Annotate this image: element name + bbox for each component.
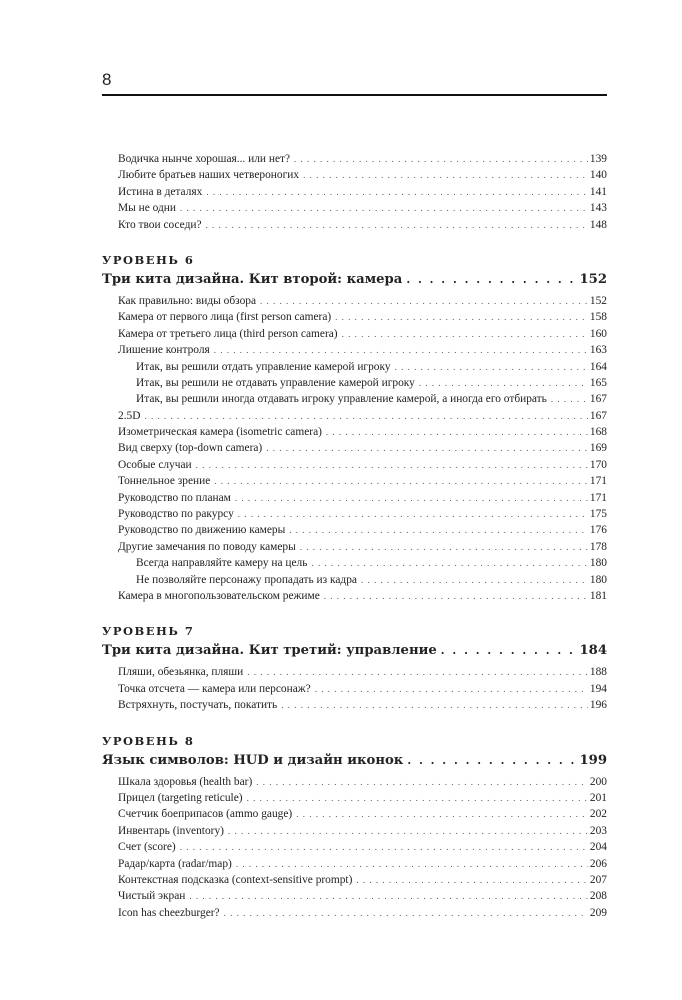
toc-entry[interactable] [102, 697, 607, 713]
toc-entry[interactable] [102, 905, 607, 921]
toc-entry[interactable] [102, 473, 607, 489]
entry-title: Итак, вы решили иногда отдавать игроку управление камерой, а иногда его отбирать [136, 393, 547, 406]
entry-title: Вид сверху (top-down camera) [118, 442, 263, 455]
entry-title: Мы не одни [118, 202, 176, 215]
dot-leader [180, 200, 588, 216]
dot-leader [247, 790, 588, 806]
entry-page: 152 [589, 294, 607, 307]
toc-entry[interactable] [102, 823, 607, 839]
table-of-contents [102, 151, 607, 921]
dot-leader [256, 774, 588, 790]
dot-leader [224, 905, 588, 921]
dot-leader [236, 856, 588, 872]
entry-title: Особые случаи [118, 458, 192, 471]
dot-leader [214, 473, 588, 489]
toc-entry[interactable] [102, 217, 607, 233]
toc-subentry[interactable] [102, 375, 607, 391]
toc-entry[interactable] [102, 151, 607, 167]
toc-entry[interactable] [102, 872, 607, 888]
dot-leader [395, 359, 588, 375]
dot-leader [326, 424, 588, 440]
dot-leader [206, 217, 588, 233]
entry-page: 196 [589, 699, 607, 712]
entry-title: Всегда направляйте камеру на цель [136, 557, 308, 570]
dot-leader [260, 293, 588, 309]
toc-entry[interactable] [102, 408, 607, 424]
level-title-text: Три кита дизайна. Кит третий: управление [102, 643, 437, 659]
level-title-text: Язык символов: HUD и дизайн иконок [102, 752, 404, 768]
entry-page: 165 [589, 376, 607, 389]
level-title[interactable] [102, 640, 607, 662]
entry-page: 180 [589, 573, 607, 586]
entry-page: 164 [589, 360, 607, 373]
dot-leader [189, 888, 588, 904]
entry-title: Чистый экран [118, 890, 186, 903]
toc-entry[interactable] [102, 506, 607, 522]
entry-title: Руководство по движению камеры [118, 524, 286, 537]
entry-page: 180 [589, 557, 607, 570]
entry-page: 143 [589, 202, 607, 215]
toc-subentry[interactable] [102, 391, 607, 407]
toc-subentry[interactable] [102, 359, 607, 375]
dot-leader [303, 167, 588, 183]
dot-leader [335, 309, 588, 325]
toc-entry[interactable] [102, 457, 607, 473]
entry-page: 171 [589, 475, 607, 488]
toc-subentry[interactable] [102, 555, 607, 571]
entry-page: 140 [589, 169, 607, 182]
entry-page: 181 [589, 589, 607, 602]
entry-title: Другие замечания по поводу камеры [118, 540, 296, 553]
dot-leader [407, 750, 575, 772]
dot-leader [300, 539, 588, 555]
entry-page: 169 [589, 442, 607, 455]
dot-leader [144, 408, 587, 424]
toc-entry[interactable] [102, 200, 607, 216]
entry-page: 163 [589, 344, 607, 357]
dot-leader [206, 184, 588, 200]
intro-entries [102, 151, 607, 233]
toc-entry[interactable] [102, 888, 607, 904]
dot-leader [294, 151, 588, 167]
entry-page: 208 [589, 890, 607, 903]
dot-leader [324, 588, 588, 604]
entry-page: 207 [589, 873, 607, 886]
toc-entry[interactable] [102, 790, 607, 806]
entry-title: Руководство по ракурсу [118, 508, 234, 521]
level-page: 152 [579, 271, 607, 287]
entry-page: 168 [589, 426, 607, 439]
toc-entry[interactable] [102, 326, 607, 342]
entry-page: 204 [589, 841, 607, 854]
entry-title: Руководство по планам [118, 491, 231, 504]
toc-entry[interactable] [102, 424, 607, 440]
level-8-section [102, 732, 607, 922]
level-label: УРОВЕНЬ 7 [102, 624, 195, 639]
entry-page: 158 [589, 311, 607, 324]
entry-title: Радар/карта (radar/map) [118, 857, 232, 870]
dot-leader [180, 839, 588, 855]
entry-page: 141 [589, 185, 607, 198]
entry-page: 160 [589, 327, 607, 340]
entry-page: 203 [589, 824, 607, 837]
entry-page: 178 [589, 540, 607, 553]
toc-entry[interactable] [102, 309, 607, 325]
toc-entry[interactable] [102, 539, 607, 555]
dot-leader [441, 640, 576, 662]
toc-entry[interactable] [102, 806, 607, 822]
entry-page: 209 [589, 906, 607, 919]
entry-page: 175 [589, 508, 607, 521]
entry-page: 202 [589, 808, 607, 821]
page-number: 8 [102, 70, 112, 89]
toc-entry[interactable] [102, 167, 607, 183]
level-page: 199 [579, 752, 607, 768]
dot-leader [342, 326, 588, 342]
dot-leader [296, 806, 588, 822]
entry-title: Счетчик боеприпасов (ammo gauge) [118, 808, 293, 821]
entry-title: Icon has cheezburger? [118, 906, 220, 919]
entry-page: 148 [589, 218, 607, 231]
entry-title: Камера от третьего лица (third person camera) [118, 327, 338, 340]
dot-leader [289, 522, 588, 538]
dot-leader [419, 375, 588, 391]
entry-title: Счет (score) [118, 841, 176, 854]
entry-page: 194 [589, 682, 607, 695]
toc-entry[interactable] [102, 681, 607, 697]
level-title[interactable] [102, 269, 607, 291]
level-page: 184 [579, 643, 607, 659]
toc-entry[interactable] [102, 440, 607, 456]
dot-leader [406, 269, 575, 291]
dot-leader [228, 823, 588, 839]
entry-page: 200 [589, 775, 607, 788]
dot-leader [361, 572, 588, 588]
dot-leader [266, 440, 588, 456]
entry-page: 176 [589, 524, 607, 537]
entry-title: Любите братьев наших четвероногих [118, 169, 300, 182]
toc-entry[interactable] [102, 774, 607, 790]
entry-page: 167 [589, 393, 607, 406]
entry-title: Пляши, обезьянка, пляши [118, 666, 244, 679]
toc-entry[interactable] [102, 184, 607, 200]
toc-entry[interactable] [102, 664, 607, 680]
entry-title: Встряхнуть, постучать, покатить [118, 699, 278, 712]
toc-entry[interactable] [102, 522, 607, 538]
entry-page: 201 [589, 791, 607, 804]
entry-title: Лишение контроля [118, 344, 210, 357]
dot-leader [315, 681, 588, 697]
entry-page: 167 [589, 409, 607, 422]
dot-leader [356, 872, 588, 888]
dot-leader [235, 490, 588, 506]
entry-page: 170 [589, 458, 607, 471]
level-title-text: Три кита дизайна. Кит второй: камера [102, 271, 403, 287]
dot-leader [551, 391, 588, 407]
level-label: УРОВЕНЬ 8 [102, 733, 195, 748]
dot-leader [281, 697, 588, 713]
entry-title: Не позволяйте персонажу пропадать из кадра [136, 573, 357, 586]
entry-title: Изометрическая камера (isometric camera) [118, 426, 322, 439]
entry-title: Камера от первого лица (first person camera) [118, 311, 332, 324]
entry-title: Камера в многопользовательском режиме [118, 589, 320, 602]
toc-subentry[interactable] [102, 572, 607, 588]
header-rule [102, 94, 607, 96]
toc-entry[interactable] [102, 342, 607, 358]
toc-entry[interactable] [102, 588, 607, 604]
entry-title: Итак, вы решили не отдавать управление камерой игроку [136, 376, 415, 389]
entry-title: Кто твои соседи? [118, 218, 202, 231]
entry-title: Инвентарь (inventory) [118, 824, 224, 837]
entry-page: 206 [589, 857, 607, 870]
level-label: УРОВЕНЬ 6 [102, 252, 195, 267]
dot-leader [196, 457, 588, 473]
entry-title: Истина в деталях [118, 185, 203, 198]
dot-leader [311, 555, 587, 571]
toc-entry[interactable] [102, 839, 607, 855]
entry-page: 139 [589, 153, 607, 165]
level-title[interactable] [102, 750, 607, 772]
toc-entry[interactable] [102, 293, 607, 309]
entry-page: 171 [589, 491, 607, 504]
toc-entry[interactable] [102, 490, 607, 506]
entry-title: Контекстная подсказка (context-sensitive prompt) [118, 873, 353, 886]
toc-entry[interactable] [102, 856, 607, 872]
entry-page: 188 [589, 666, 607, 679]
entry-title: Водичка нынче хорошая... или нет? [118, 153, 291, 165]
level-7-section [102, 622, 607, 713]
level-6-section [102, 251, 607, 604]
dot-leader [238, 506, 588, 522]
entry-title: Точка отсчета — камера или персонаж? [118, 682, 311, 695]
dot-leader [214, 342, 588, 358]
entry-title: Шкала здоровья (health bar) [118, 775, 253, 788]
entry-title: Итак, вы решили отдать управление камерой игроку [136, 360, 391, 373]
entry-title: 2.5D [118, 409, 141, 422]
entry-title: Тоннельное зрение [118, 475, 211, 488]
entry-title: Прицел (targeting reticule) [118, 791, 243, 804]
dot-leader [247, 664, 588, 680]
entry-title: Как правильно: виды обзора [118, 294, 257, 307]
